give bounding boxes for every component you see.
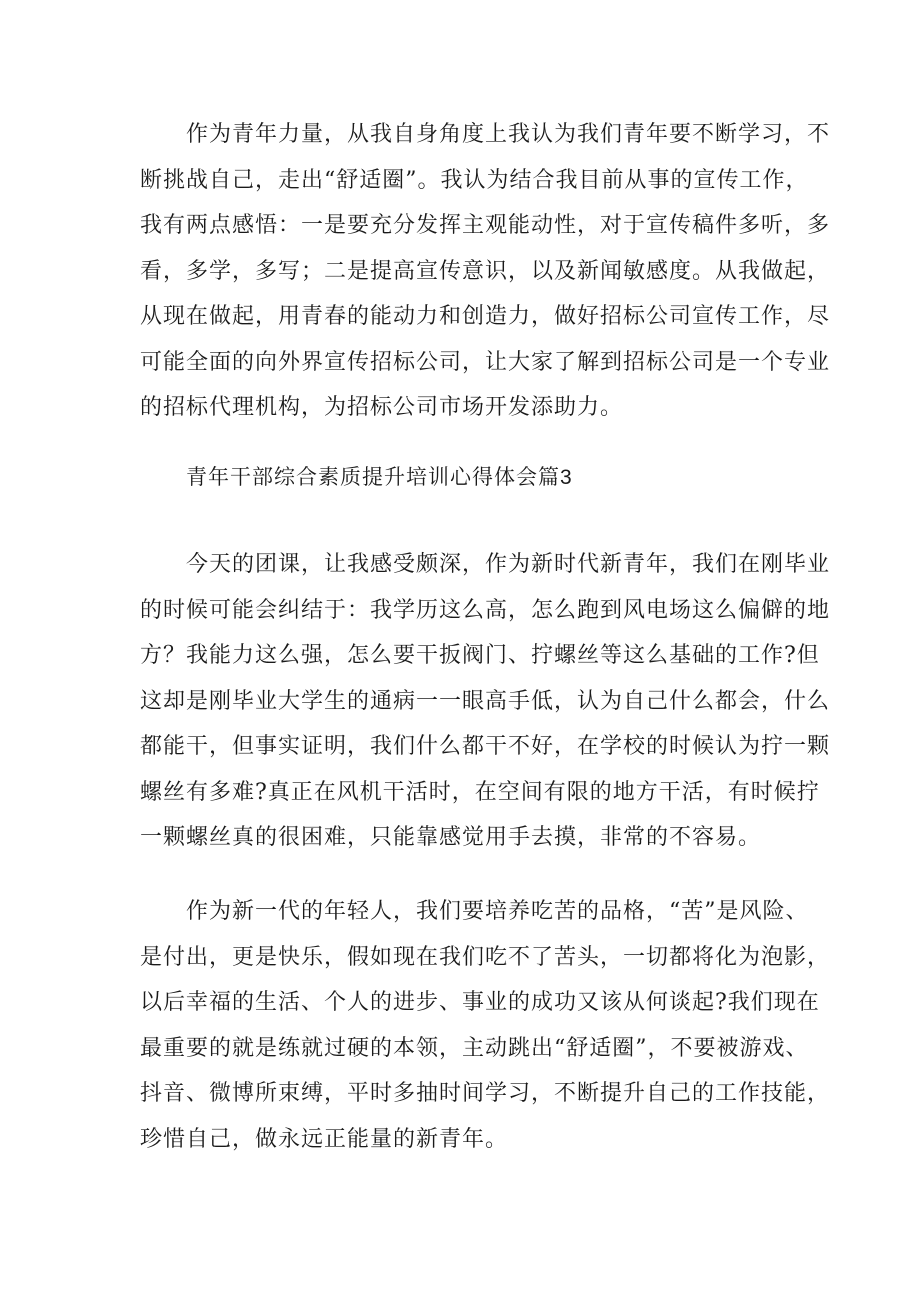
paragraph-line: 的招标代理机构，为招标公司市场开发添助力。 [140, 395, 624, 420]
paragraph-line: 螺丝有多难?真正在风机干活时，在空间有限的地方干活，有时候拧 [140, 779, 820, 805]
paragraph-line: 这却是刚毕业大学生的通病一一眼高手低，认为自己什么都会，什么 [140, 688, 831, 714]
paragraph-line: 是付出，更是快乐，假如现在我们吃不了苦头，一切都将化为泡影， [140, 944, 831, 970]
section-heading-text: 青年干部综合素质提升培训心得体会篇 [186, 465, 560, 489]
paragraph-line: 可能全面的向外界宣传招标公司，让大家了解到招标公司是一个专业 [140, 349, 831, 375]
paragraph-line: 看，多学，多写；二是提高宣传意识，以及新闻敏感度。从我做起， [140, 258, 831, 284]
paragraph-line: 从现在做起，用青春的能动力和创造力，做好招标公司宣传工作，尽 [140, 304, 831, 329]
paragraph-line: 作为新一代的年轻人，我们要培养吃苦的品格，“苦”是风险、 [186, 899, 809, 924]
paragraph-1 [140, 112, 831, 431]
paragraph-line: 抖音、微博所束缚，平时多抽时间学习，不断提升自己的工作技能， [140, 1081, 831, 1106]
paragraph-line: 方？我能力这么强，怎么要干扳阀门、拧螺丝等这么基础的工作?但 [140, 643, 820, 668]
paragraph-line: 都能干，但事实证明，我们什么都干不好，在学校的时候认为拧一颗 [140, 734, 831, 759]
paragraph-line: 作为青年力量，从我自身角度上我认为我们青年要不断学习，不 [186, 122, 831, 147]
paragraph-line: 以后幸福的生活、个人的进步、事业的成功又该从何谈起?我们现在 [140, 990, 820, 1015]
paragraph-line: 的时候可能会纠结于：我学历这么高，怎么跑到风电场这么偏僻的地 [140, 597, 831, 623]
section-heading [186, 462, 573, 493]
paragraph-line: 我有两点感悟：一是要充分发挥主观能动性，对于宣传稿件多听，多 [140, 213, 831, 238]
paragraph-line: 一颗螺丝真的很困难，只能靠感觉用手去摸，非常的不容易。 [140, 825, 762, 850]
section-heading-number: 3 [560, 466, 573, 489]
paragraph-line: 断挑战自己，走出“舒适圈”。我认为结合我目前从事的宣传工作， [140, 167, 809, 193]
paragraph-2 [140, 542, 831, 861]
paragraph-3 [140, 889, 831, 1162]
paragraph-line: 今天的团课，让我感受颇深，作为新时代新青年，我们在刚毕业 [186, 552, 831, 577]
paragraph-line: 珍惜自己，做永远正能量的新青年。 [140, 1126, 509, 1152]
paragraph-line: 最重要的就是练就过硬的本领，主动跳出“舒适圈”，不要被游戏、 [140, 1035, 809, 1061]
